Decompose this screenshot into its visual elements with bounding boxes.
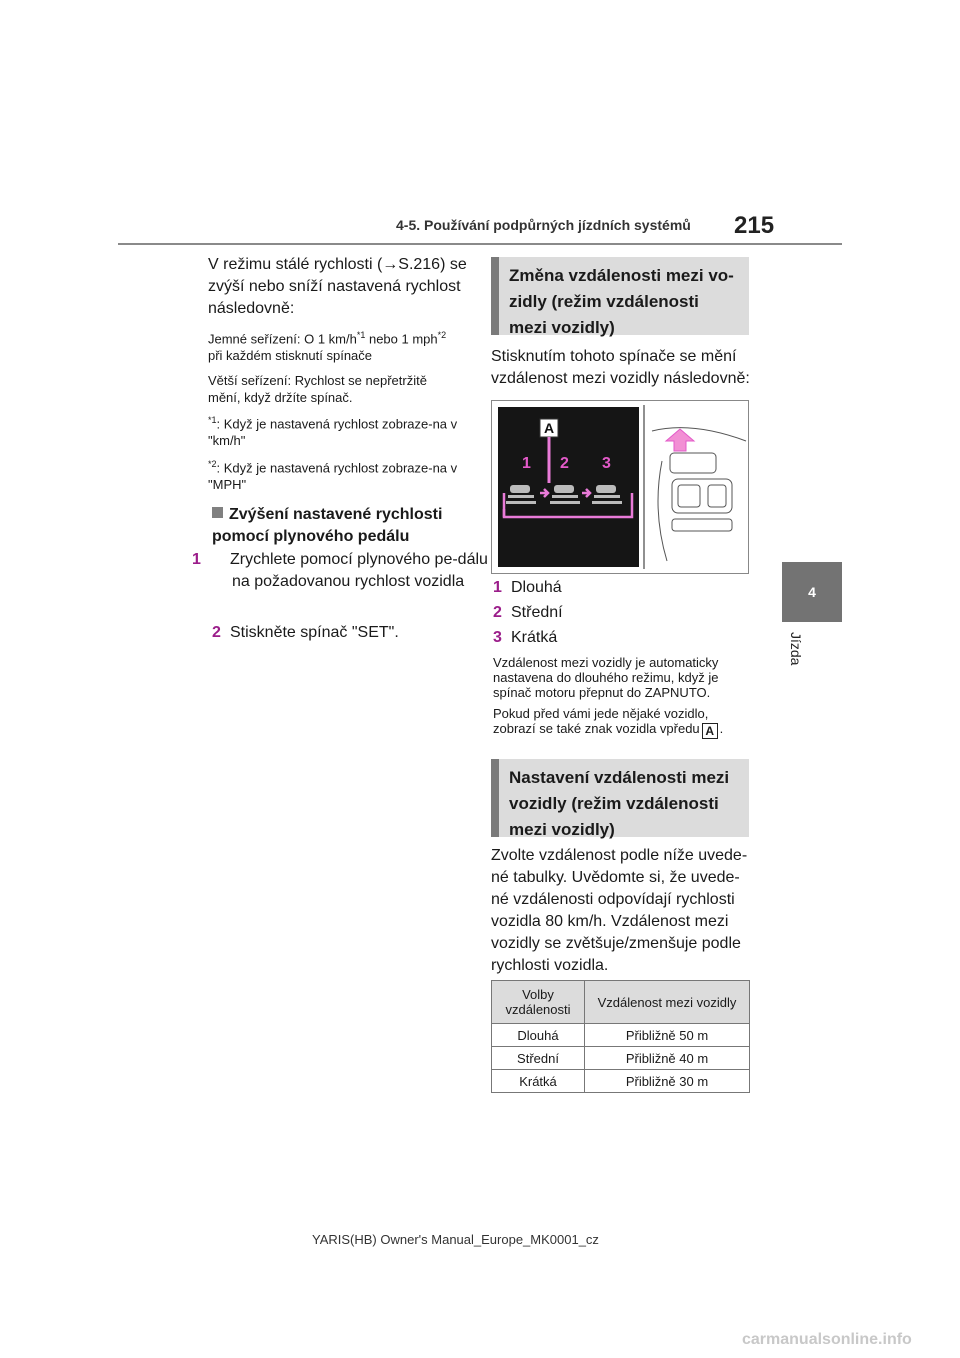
subheading [212, 504, 468, 548]
list-item [493, 602, 563, 624]
table-cell: Přibližně 30 m [585, 1070, 750, 1093]
watermark: carmanualsonline.info [742, 1331, 912, 1348]
figure-number-2: 2 [560, 455, 569, 472]
table-cell: Střední [492, 1047, 585, 1070]
coarse-adjust-note: Větší seřízení: Rychlost se nepřetržitě mění, když držíte spínač. [208, 373, 427, 405]
footnote-text-2: : Když je nastavená rychlost zobraze-na v "MPH" [208, 460, 458, 493]
section-1-text: Stisknutím tohoto spínače se mění vzdálenost mezi vozidly následovně: [491, 348, 750, 387]
step-2-number: 2 [212, 624, 221, 641]
footer: YARIS(HB) Owner's Manual_Europe_MK0001_cz [312, 1232, 599, 1247]
list-label: Krátká [511, 629, 558, 646]
fine-adjust-note [208, 327, 468, 364]
table-row [492, 1047, 750, 1070]
note-2-text: Pokud před vámi jede nějaké vozidlo, zobrazí se také znak vozidla vpředu [493, 706, 709, 736]
table-row [492, 1024, 750, 1047]
table-header-row [492, 981, 750, 1024]
distance-table [491, 980, 750, 1093]
note-2 [493, 706, 753, 739]
table-header: Vzdálenost mezi vozidly [585, 981, 750, 1024]
page-number: 215 [734, 212, 775, 239]
note-1: Vzdálenost mezi vozidly je automaticky nastavena do dlouhého režimu, když je spínač motoru přepnut do ZAPNUTO. [493, 655, 719, 700]
list-item [493, 577, 562, 599]
footnote-mark-2: *2 [208, 459, 217, 469]
chapter-label [786, 632, 806, 672]
table-cell: Přibližně 40 m [585, 1047, 750, 1070]
table-cell: Přibližně 50 m [585, 1024, 750, 1047]
footnote-1 [208, 412, 468, 449]
chapter-label-text: Jízda [788, 632, 804, 666]
table-row [492, 1070, 750, 1093]
list-number: 3 [493, 629, 502, 646]
step-2 [212, 622, 468, 644]
list-number: 2 [493, 604, 502, 621]
intro-text-2: S.216) se zvýší nebo sníží nastavená rychlost následovně: [208, 256, 467, 317]
distance-switch-figure [491, 400, 749, 574]
list-label: Střední [511, 604, 563, 621]
step-1-text: Zrychlete pomocí plynového pe-dálu na požadovanou rychlost vozidla [230, 551, 488, 590]
fine-text-1: Jemné seřízení: O 1 km/h [208, 331, 357, 347]
table-cell: Krátká [492, 1070, 585, 1093]
figure-label-a: A [543, 420, 555, 436]
chapter-tab: 4 [782, 562, 842, 622]
list-label: Dlouhá [511, 579, 562, 596]
section-2-text: Zvolte vzdálenost podle níže uvede-né tabulky. Uvědomte si, že uvede-né vzdálenosti odpovídají rychlosti vozidla 80 km/h. Vzdálenost mezi vozidly se zvětšuje/zmenšuje podle rychlosti vozidla. [491, 847, 748, 974]
label-a-badge: A [702, 723, 718, 739]
intro-text-1: V režimu stálé rychlosti ( [208, 256, 383, 273]
footnote-ref-1: *1 [356, 330, 366, 340]
section-1-header: Změna vzdálenosti mezi vo-zidly (režim vzdálenosti mezi vozidly) [491, 257, 749, 335]
figure-number-3: 3 [602, 455, 611, 472]
intro-paragraph [208, 254, 468, 320]
arrow-icon: → [382, 256, 399, 273]
table-cell: Dlouhá [492, 1024, 585, 1047]
step-1-number: 1 [192, 551, 201, 568]
footnote-ref-2: *2 [437, 330, 447, 340]
square-bullet-icon [212, 507, 223, 518]
section-2-header: Nastavení vzdálenosti mezi vozidly (režim vzdálenosti mezi vozidly) [491, 759, 749, 837]
fine-text-3: při každém stisknutí spínače [208, 348, 373, 364]
step-1 [192, 549, 488, 593]
header-rule [118, 243, 842, 245]
note-2-end: . [719, 721, 724, 736]
table-header: Volby vzdálenosti [492, 981, 585, 1024]
subheading-text: Zvýšení nastavené rychlosti pomocí plynového pedálu [212, 506, 443, 545]
footnote-2 [208, 456, 468, 493]
step-2-text: Stiskněte spínač "SET". [230, 624, 399, 641]
figure-number-1: 1 [522, 455, 531, 472]
footnote-text-1: : Když je nastavená rychlost zobraze-na v "km/h" [208, 416, 458, 449]
section-title: 4-5. Používání podpůrných jízdních systémů [396, 217, 691, 233]
distance-illustration [492, 401, 748, 573]
fine-text-2: nebo 1 mph [365, 331, 438, 347]
list-number: 1 [493, 579, 502, 596]
footnote-mark-1: *1 [208, 415, 217, 425]
list-item [493, 627, 557, 649]
